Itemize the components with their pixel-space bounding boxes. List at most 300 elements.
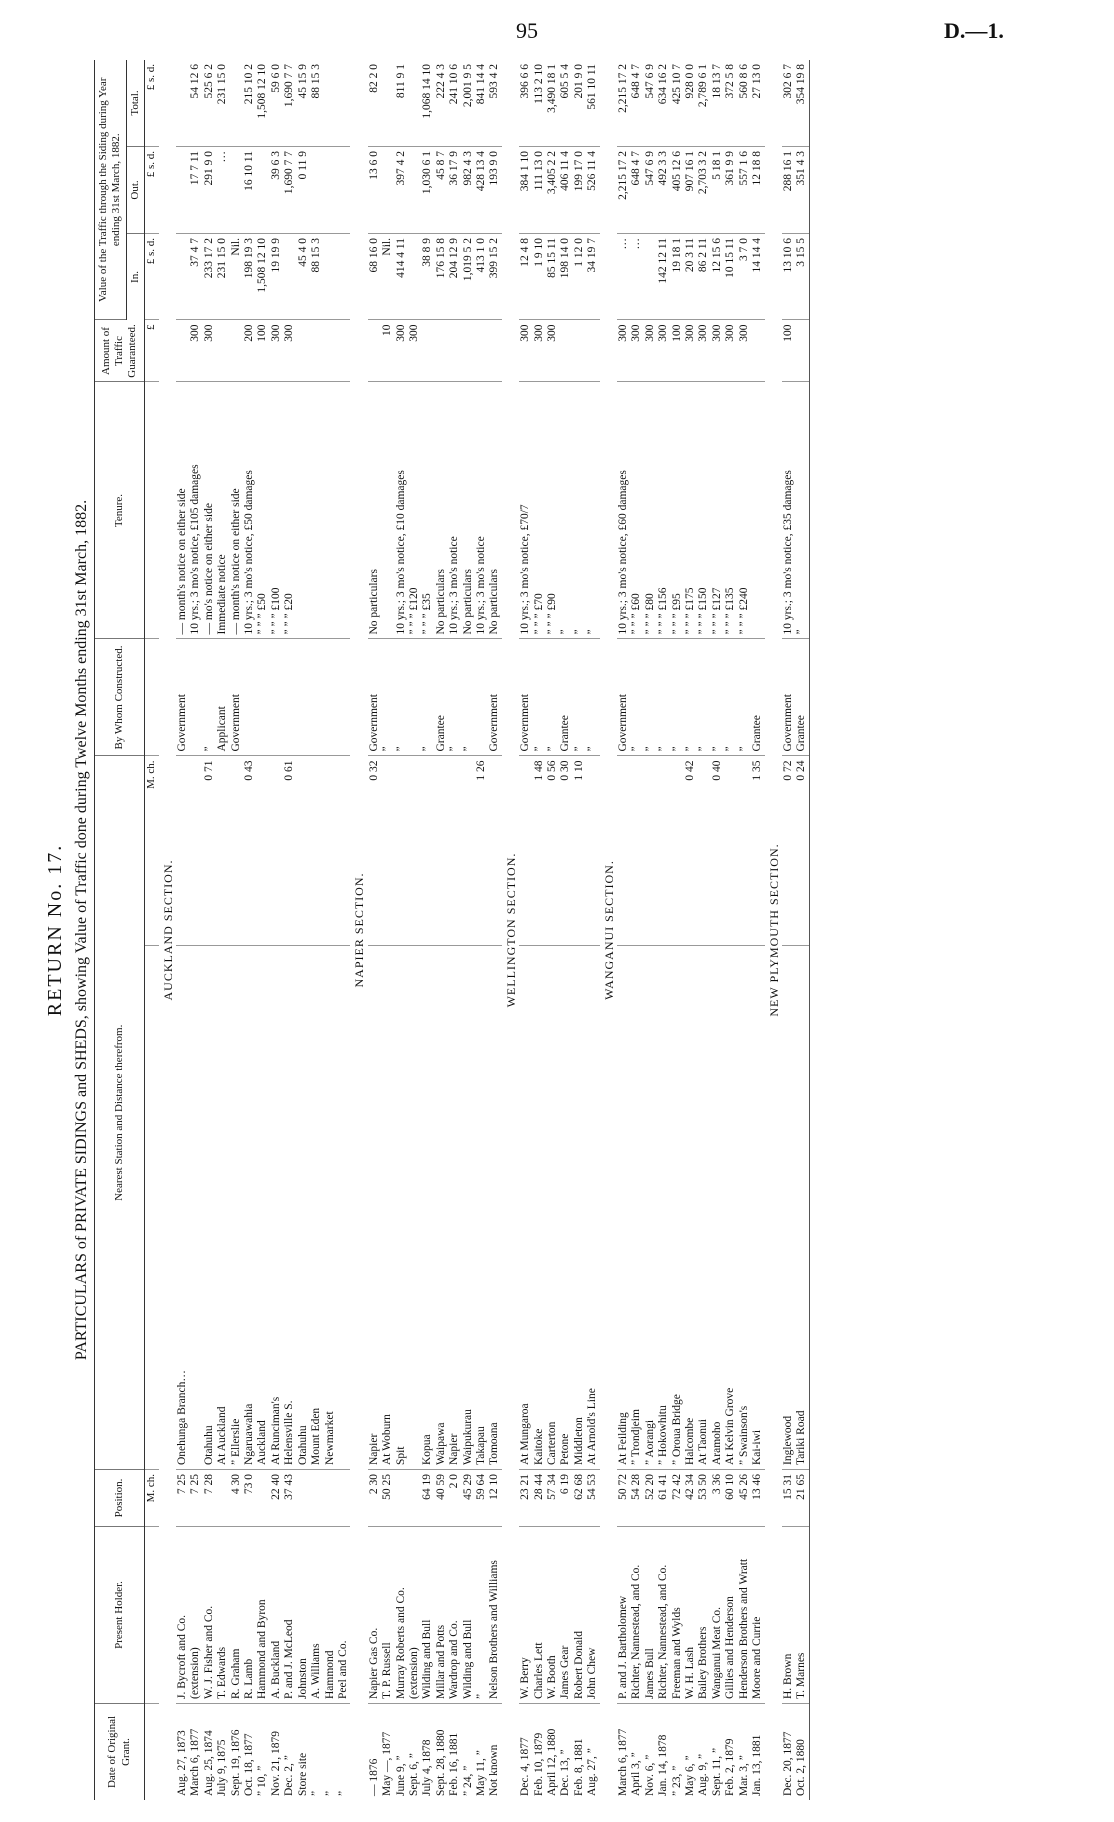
table-row — [782, 60, 795, 1800]
table-row — [657, 60, 670, 1800]
cell-holder: Richter, Nannestead, and Co. — [630, 1527, 643, 1704]
cell-holder: Murray Roberts and Co. — [395, 1527, 408, 1704]
cell-date: Not known — [488, 1744, 501, 1796]
cell-holder: ” — [475, 1527, 488, 1704]
cell-station: Spit — [395, 945, 408, 1469]
table-row — [586, 60, 599, 1800]
cell-total: 605 5 4 — [559, 60, 572, 147]
cell-holder: R. Graham — [230, 1527, 243, 1704]
table-row — [203, 60, 216, 1800]
cell-tenure: 10 yrs.; 3 mo's notice, £60 damages — [617, 382, 630, 639]
cell-total — [176, 60, 189, 147]
cell-dist — [337, 756, 350, 945]
cell-holder: Johnston — [297, 1527, 310, 1704]
cell-whom — [297, 639, 310, 756]
cell-whom: Grantee — [751, 639, 764, 756]
section-heading — [765, 60, 782, 1800]
cell-in: 399 15 2 — [488, 234, 501, 321]
cell-dist: 0 61 — [283, 756, 296, 945]
cell-tenure: No particulars — [435, 382, 448, 639]
cell-whom: Government — [176, 639, 189, 756]
cell-date: ” 24, ” — [461, 1765, 474, 1796]
cell-station: Onehunga Branch… — [176, 945, 189, 1469]
cell-station: At Feilding — [617, 945, 630, 1469]
cell-tenure — [751, 382, 764, 639]
cell-holder: Millar and Potts — [435, 1527, 448, 1704]
cell-in: 19 18 1 — [671, 234, 684, 321]
col-date: Date of Original Grant. — [95, 1704, 145, 1801]
cell-total: 222 4 3 — [435, 60, 448, 147]
cell-out: 907 16 1 — [684, 147, 697, 234]
cell-in: 1,508 12 10 — [256, 234, 269, 321]
cell-dist — [462, 756, 475, 945]
cell-total: 634 16 2 — [657, 60, 670, 147]
cell-whom — [243, 639, 256, 756]
cell-total: 593 4 2 — [488, 60, 501, 147]
cell-holder: Charles Lett — [533, 1527, 546, 1704]
col-whom: By Whom Constructed. — [95, 639, 145, 756]
cell-total: 547 6 9 — [644, 60, 657, 147]
cell-holder: Hammond — [324, 1527, 337, 1704]
cell-out: 397 4 2 — [395, 147, 408, 234]
cell-amt — [751, 320, 764, 382]
cell-pos — [395, 1470, 408, 1527]
cell-out: 2,703 3 2 — [697, 147, 710, 234]
cell-dist — [297, 756, 310, 945]
cell-date: ” 10, ” — [256, 1765, 269, 1796]
cell-amt — [559, 320, 572, 382]
cell-pos — [297, 1470, 310, 1527]
cell-holder: W. Berry — [519, 1527, 532, 1704]
table-row — [462, 60, 475, 1800]
cell-holder: Bailey Brothers — [697, 1527, 710, 1704]
cell-pos: 13 46 — [751, 1470, 764, 1527]
table-row — [738, 60, 751, 1800]
cell-date: Feb. 2, 1879 — [724, 1738, 737, 1796]
rotated-page — [40, 60, 1060, 1800]
cell-pos: 64 19 — [421, 1470, 434, 1527]
table-row — [395, 60, 408, 1800]
cell-dist — [176, 756, 189, 945]
cell-amt: 200 — [243, 320, 256, 382]
cell-dist: 0 56 — [546, 756, 559, 945]
cell-date: Aug. 9, ” — [697, 1753, 710, 1796]
cell-out: 12 18 8 — [751, 147, 764, 234]
unit-distance: M. ch. — [145, 756, 159, 945]
table-row — [448, 60, 461, 1800]
cell-pos: 61 41 — [657, 1470, 670, 1527]
cell-amt: 300 — [697, 320, 710, 382]
table-row — [243, 60, 256, 1800]
cell-dist: 1 35 — [751, 756, 764, 945]
cell-out: 351 4 3 — [795, 147, 809, 234]
cell-in: 86 2 11 — [697, 234, 710, 321]
cell-tenure: ” ” ” £90 — [546, 382, 559, 639]
cell-whom: Government — [488, 639, 501, 756]
cell-amt — [462, 320, 475, 382]
cell-holder: Nelson Brothers and Williams — [488, 1527, 501, 1704]
cell-tenure: ” ” ” £80 — [644, 382, 657, 639]
cell-whom — [310, 639, 323, 756]
cell-station: Halcombe — [684, 945, 697, 1469]
cell-tenure — [337, 382, 350, 639]
cell-dist — [738, 756, 751, 945]
cell-total: 841 14 4 — [475, 60, 488, 147]
cell-station: ” Trondjeim — [630, 945, 643, 1469]
cell-in: 233 17 2 — [203, 234, 216, 321]
cell-tenure: ” — [795, 382, 809, 639]
cell-dist — [270, 756, 283, 945]
cell-tenure: ” ” ” £60 — [630, 382, 643, 639]
cell-in: 38 8 9 — [421, 234, 434, 321]
cell-tenure: ” ” ” £135 — [724, 382, 737, 639]
table-row — [559, 60, 572, 1800]
cell-dist: 0 40 — [711, 756, 724, 945]
cell-out: 13 6 0 — [368, 147, 381, 234]
cell-pos: 7 25 — [176, 1470, 189, 1527]
cell-station: Middleton — [573, 945, 586, 1469]
cell-whom — [475, 639, 488, 756]
cell-holder: P. and J. McLeod — [283, 1527, 296, 1704]
cell-tenure: ” ” ” £35 — [421, 382, 434, 639]
cell-whom: ” — [381, 639, 394, 756]
cell-whom: ” — [657, 639, 670, 756]
cell-out: 428 13 4 — [475, 147, 488, 234]
cell-out — [381, 147, 394, 234]
cell-station: At Auckland — [216, 945, 229, 1469]
cell-out — [408, 147, 421, 234]
cell-in: 3 15 5 — [795, 234, 809, 321]
cell-dist: 0 43 — [243, 756, 256, 945]
cell-tenure: ” — [559, 382, 572, 639]
cell-in — [337, 234, 350, 321]
cell-date: May 11, ” — [474, 1750, 487, 1796]
cell-pos: 7 28 — [203, 1470, 216, 1527]
cell-amt: 300 — [408, 320, 421, 382]
cell-total: 2,789 6 1 — [697, 60, 710, 147]
cell-out — [337, 147, 350, 234]
cell-amt — [324, 320, 337, 382]
cell-whom: Applicant — [216, 639, 229, 756]
cell-total: 215 10 2 — [243, 60, 256, 147]
table-row — [256, 60, 269, 1800]
cell-date: Dec. 13, ” — [559, 1749, 572, 1796]
cell-holder: Wardrop and Co. — [448, 1527, 461, 1704]
cell-holder: Henderson Brothers and Wratt — [738, 1527, 751, 1704]
cell-out: 361 9 9 — [724, 147, 737, 234]
cell-total: 88 15 3 — [310, 60, 323, 147]
section-title: AUCKLAND SECTION. — [160, 859, 175, 1001]
table-row — [751, 60, 764, 1800]
cell-pos: 40 59 — [435, 1470, 448, 1527]
cell-holder: A. Buckland — [270, 1527, 283, 1704]
cell-pos: 60 10 — [724, 1470, 737, 1527]
cell-total: 18 13 7 — [711, 60, 724, 147]
cell-dist — [657, 756, 670, 945]
section-heading — [600, 60, 617, 1800]
cell-pos: 53 50 — [697, 1470, 710, 1527]
cell-station: ” Oroua Bridge — [671, 945, 684, 1469]
cell-in: 14 14 4 — [751, 234, 764, 321]
cell-in: 12 15 6 — [711, 234, 724, 321]
cell-out — [324, 147, 337, 234]
cell-holder: T. P. Russell — [381, 1527, 394, 1704]
cell-tenure: ” — [573, 382, 586, 639]
cell-holder: T. Edwards — [216, 1527, 229, 1704]
cell-holder: Moore and Currie — [751, 1527, 764, 1704]
cell-pos: 7 25 — [189, 1470, 202, 1527]
cell-pos: 54 53 — [586, 1470, 599, 1527]
cell-holder: James Gear — [559, 1527, 572, 1704]
cell-tenure — [297, 382, 310, 639]
cell-out: 547 6 9 — [644, 147, 657, 234]
cell-dist — [697, 756, 710, 945]
cell-tenure: ” ” ” £95 — [671, 382, 684, 639]
cell-date: Mar. 3, ” — [737, 1755, 750, 1796]
cell-amt: 300 — [684, 320, 697, 382]
cell-pos — [408, 1470, 421, 1527]
cell-dist: 0 71 — [203, 756, 216, 945]
cell-date: Sept. 19, 1876 — [229, 1729, 242, 1796]
cell-whom: ” — [462, 639, 475, 756]
cell-whom: ” — [421, 639, 434, 756]
cell-date: April 3, ” — [630, 1752, 643, 1796]
cell-station: At Runciman's — [270, 945, 283, 1469]
unit-amount: £ — [145, 320, 159, 382]
cell-pos: 2 30 — [368, 1470, 381, 1527]
cell-amt: 300 — [711, 320, 724, 382]
cell-out: 384 1 10 — [519, 147, 532, 234]
cell-date: Oct. 18, 1877 — [243, 1733, 256, 1796]
cell-amt — [435, 320, 448, 382]
cell-tenure: ” ” ” £70 — [533, 382, 546, 639]
cell-holder: Napier Gas Co. — [368, 1527, 381, 1704]
cell-station: At Woburn — [381, 945, 394, 1469]
cell-station: Inglewood — [782, 945, 795, 1469]
cell-out: 526 11 4 — [586, 147, 599, 234]
cell-amt: 100 — [671, 320, 684, 382]
cell-dist — [630, 756, 643, 945]
table-row — [324, 60, 337, 1800]
table-row — [546, 60, 559, 1800]
cell-date: Nov. 6, ” — [643, 1754, 656, 1796]
cell-date: Sept. 11, ” — [710, 1747, 723, 1796]
cell-pos: 4 30 — [230, 1470, 243, 1527]
cell-dist: 1 26 — [475, 756, 488, 945]
cell-whom: ” — [546, 639, 559, 756]
cell-station: Petone — [559, 945, 572, 1469]
cell-tenure: No particulars — [488, 382, 501, 639]
table-row — [475, 60, 488, 1800]
cell-in: 45 4 0 — [297, 234, 310, 321]
cell-holder: Peel and Co. — [337, 1527, 350, 1704]
cell-tenure: ” ” ” £156 — [657, 382, 670, 639]
cell-amt — [421, 320, 434, 382]
section-title: NAPIER SECTION. — [352, 872, 367, 988]
cell-in: 176 15 8 — [435, 234, 448, 321]
cell-holder: Hammond and Byron — [256, 1527, 269, 1704]
page-number: 95 — [516, 18, 538, 43]
cell-station: Newmarket — [324, 945, 337, 1469]
cell-dist — [230, 756, 243, 945]
cell-in: 1 9 10 — [533, 234, 546, 321]
cell-amt — [448, 320, 461, 382]
cell-pos: 15 31 — [782, 1470, 795, 1527]
cell-amt: 300 — [657, 320, 670, 382]
cell-out — [256, 147, 269, 234]
cell-dist — [189, 756, 202, 945]
cell-whom: Government — [617, 639, 630, 756]
cell-out: 45 8 7 — [435, 147, 448, 234]
cell-whom: Grantee — [795, 639, 809, 756]
cell-dist — [488, 756, 501, 945]
cell-in: 3 7 0 — [738, 234, 751, 321]
cell-whom: ” — [644, 639, 657, 756]
col-value: Value of the Traffic through the Siding during Year ending 31st March, 1882. — [95, 60, 127, 320]
cell-pos: 54 28 — [630, 1470, 643, 1527]
cell-dist — [216, 756, 229, 945]
cell-amt: 300 — [533, 320, 546, 382]
cell-in: 198 14 0 — [559, 234, 572, 321]
document-code: D.—1. — [944, 18, 1004, 43]
cell-date: Jan. 14, 1878 — [657, 1734, 670, 1796]
cell-station: Kopua — [421, 945, 434, 1469]
cell-tenure — [381, 382, 394, 639]
cell-total: 1,068 14 10 — [421, 60, 434, 147]
cell-pos: 52 20 — [644, 1470, 657, 1527]
cell-station: ” Aorangi — [644, 945, 657, 1469]
cell-amt — [176, 320, 189, 382]
cell-amt: 300 — [283, 320, 296, 382]
section-heading — [350, 60, 367, 1800]
cell-pos: 22 40 — [270, 1470, 283, 1527]
cell-whom: Government — [782, 639, 795, 756]
cell-whom: ” — [697, 639, 710, 756]
table-row — [488, 60, 501, 1800]
cell-out: 406 11 4 — [559, 147, 572, 234]
cell-holder: H. Brown — [782, 1527, 795, 1704]
col-station: Nearest Station and Distance therefrom. — [95, 756, 145, 1470]
cell-amt — [310, 320, 323, 382]
table-row — [435, 60, 448, 1800]
table-row — [189, 60, 202, 1800]
cell-station — [408, 945, 421, 1469]
table-row — [310, 60, 323, 1800]
section-title: WANGANUI SECTION. — [601, 860, 616, 1000]
cell-pos: 12 10 — [488, 1470, 501, 1527]
cell-amt: 300 — [724, 320, 737, 382]
cell-out — [176, 147, 189, 234]
cell-out: 16 10 11 — [243, 147, 256, 234]
cell-dist: 1 10 — [573, 756, 586, 945]
cell-tenure: — mo's notice on either side — [203, 382, 216, 639]
cell-whom: ” — [711, 639, 724, 756]
cell-holder: Freeman and Wylds — [671, 1527, 684, 1704]
cell-in: 20 3 11 — [684, 234, 697, 321]
cell-pos: 50 25 — [381, 1470, 394, 1527]
cell-total: 811 9 1 — [395, 60, 408, 147]
cell-date: Dec. 4, 1877 — [519, 1737, 532, 1796]
cell-out: 492 3 3 — [657, 147, 670, 234]
cell-total: 59 6 0 — [270, 60, 283, 147]
cell-in: 142 12 11 — [657, 234, 670, 321]
cell-tenure: 10 yrs.; 3 mo's notice — [475, 382, 488, 639]
cell-in: 88 15 3 — [310, 234, 323, 321]
table-row — [533, 60, 546, 1800]
cell-amt: 300 — [519, 320, 532, 382]
cell-whom: ” — [738, 639, 751, 756]
cell-total — [337, 60, 350, 147]
cell-tenure: 10 yrs.; 3 mo's notice, £35 damages — [782, 382, 795, 639]
cell-total: 54 12 6 — [189, 60, 202, 147]
cell-station: At Taonui — [697, 945, 710, 1469]
cell-whom: ” — [671, 639, 684, 756]
col-amount: Amount of Traffic Guaranteed. — [95, 320, 145, 382]
cell-station: Kai-iwi — [751, 945, 764, 1469]
cell-station: Carterton — [546, 945, 559, 1469]
cell-amt: 300 — [203, 320, 216, 382]
cell-total: 396 6 6 — [519, 60, 532, 147]
cell-amt — [475, 320, 488, 382]
cell-whom — [256, 639, 269, 756]
cell-tenure: ” ” ” £50 — [256, 382, 269, 639]
col-tenure: Tenure. — [95, 382, 145, 639]
table-row — [630, 60, 643, 1800]
table-row — [795, 60, 809, 1800]
cell-dist — [617, 756, 630, 945]
cell-dist — [435, 756, 448, 945]
cell-amt — [488, 320, 501, 382]
cell-holder: Wanganui Meat Co. — [711, 1527, 724, 1704]
cell-out: 36 17 9 — [448, 147, 461, 234]
cell-total: 45 15 9 — [297, 60, 310, 147]
cell-tenure: Immediate notice — [216, 382, 229, 639]
cell-station: Waipukurau — [462, 945, 475, 1469]
cell-whom: ” — [724, 639, 737, 756]
cell-whom: Government — [368, 639, 381, 756]
cell-tenure: 10 yrs.; 3 mo's notice, £105 damages — [189, 382, 202, 639]
cell-whom: ” — [395, 639, 408, 756]
cell-pos — [324, 1470, 337, 1527]
cell-whom: Grantee — [559, 639, 572, 756]
cell-whom — [408, 639, 421, 756]
cell-tenure: 10 yrs.; 3 mo's notice, £10 damages — [395, 382, 408, 639]
cell-holder: W. J. Fisher and Co. — [203, 1527, 216, 1704]
cell-whom: ” — [203, 639, 216, 756]
cell-total: 354 19 8 — [795, 60, 809, 147]
cell-holder: W. H. Lash — [684, 1527, 697, 1704]
table-row — [573, 60, 586, 1800]
col-in: In. — [126, 234, 144, 321]
cell-whom — [283, 639, 296, 756]
table-row — [381, 60, 394, 1800]
cell-out: 3,405 2 2 — [546, 147, 559, 234]
cell-date: May —, 1877 — [381, 1731, 394, 1796]
cell-whom: ” — [448, 639, 461, 756]
cell-total — [230, 60, 243, 147]
cell-dist: 1 48 — [533, 756, 546, 945]
cell-amt: 300 — [738, 320, 751, 382]
cell-total: 561 10 11 — [586, 60, 599, 147]
cell-total: 1,690 7 7 — [283, 60, 296, 147]
cell-out: 193 9 0 — [488, 147, 501, 234]
col-total: Total. — [126, 60, 144, 147]
cell-amt — [795, 320, 809, 382]
cell-date: Aug. 27, 1873 — [176, 1730, 189, 1796]
cell-amt: 300 — [270, 320, 283, 382]
cell-in: 198 19 3 — [243, 234, 256, 321]
cell-date: Jan. 13, 1881 — [751, 1734, 764, 1796]
